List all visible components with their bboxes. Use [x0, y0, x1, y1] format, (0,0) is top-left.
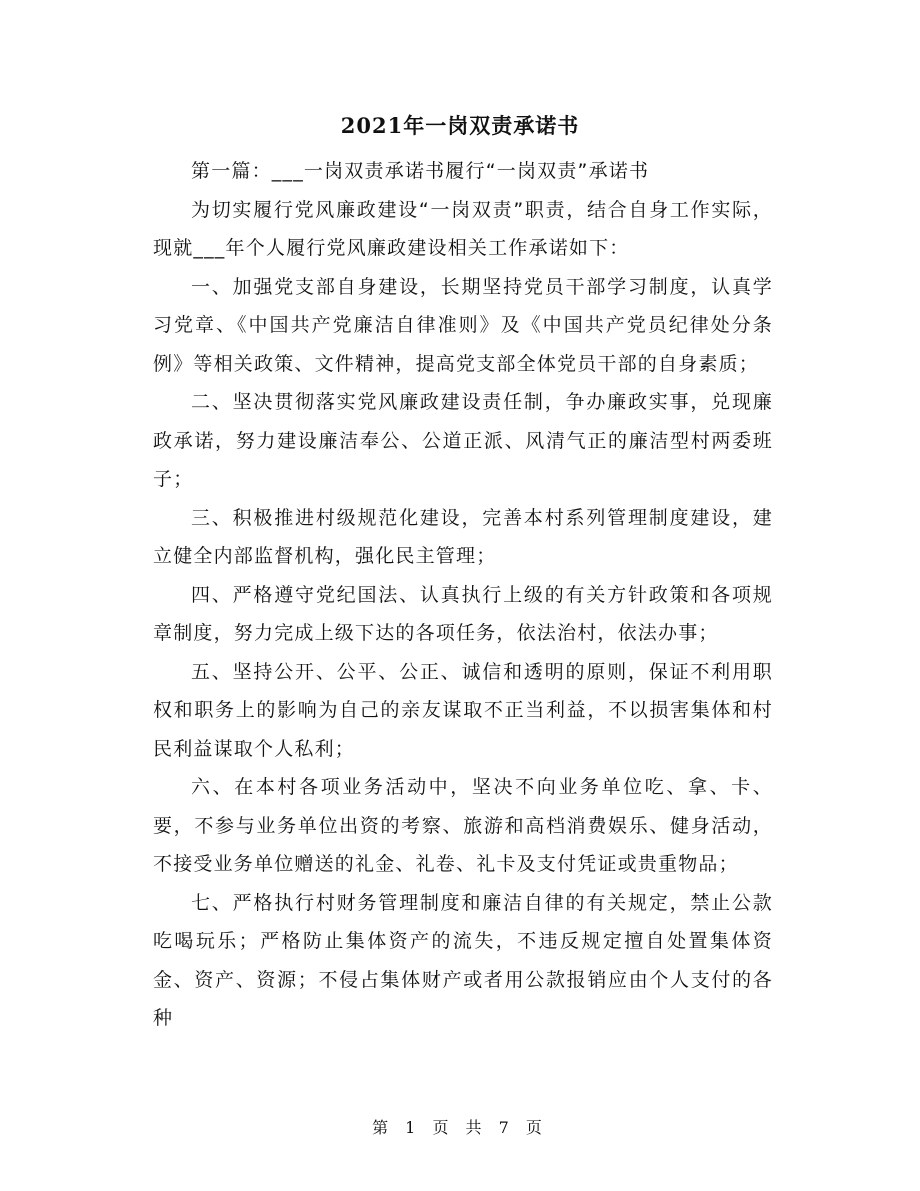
paragraph-item-7: 七、严格执行村财务管理制度和廉洁自律的有关规定，禁止公款吃喝玩乐；严格防止集体资产的流失，不违反规定擅自处置集体资金、资产、资源；不侵占集体财产或者用公款报销应由个人支付的各种	[153, 891, 773, 1029]
paragraph-item-2: 二、坚决贯彻落实党风廉政建设责任制，争办廉政实事，兑现廉政承诺，努力建设廉洁奉公、公道正派、风清气正的廉洁型村两委班子；	[153, 391, 773, 490]
page-number-footer: 第 1 页 共 7 页	[372, 1118, 548, 1137]
document-body	[153, 152, 773, 1038]
document-title: 2021年一岗双责承诺书	[340, 113, 580, 138]
paragraph-item-3: 三、积极推进村级规范化建设，完善本村系列管理制度建设，建立健全内部监督机构，强化民主管理；	[153, 506, 773, 567]
paragraph-intro-heading: 第一篇：___一岗双责承诺书履行“一岗双责”承诺书	[191, 160, 650, 182]
paragraph-item-5: 五、坚持公开、公平、公正、诚信和透明的原则，保证不利用职权和职务上的影响为自己的亲友谋取不正当利益，不以损害集体和村民利益谋取个人私利；	[153, 660, 773, 760]
paragraph-item-6: 六、在本村各项业务活动中，坚决不向业务单位吃、拿、卡、要，不参与业务单位出资的考察、旅游和高档消费娱乐、健身活动，不接受业务单位赠送的礼金、礼卷、礼卡及支付凭证或贵重物品；	[153, 776, 773, 875]
paragraph-item-4: 四、严格遵守党纪国法、认真执行上级的有关方针政策和各项规章制度，努力完成上级下达的各项任务，依法治村，依法办事；	[153, 583, 773, 644]
paragraph-item-1: 一、加强党支部自身建设，长期坚持党员干部学习制度，认真学习党章、《中国共产党廉洁自律准则》及《中国共产党员纪律处分条例》等相关政策、文件精神，提高党支部全体党员干部的自身素质；	[153, 275, 773, 375]
paragraph-preamble: 为切实履行党风廉政建设“一岗双责”职责，结合自身工作实际，现就___年个人履行党风廉政建设相关工作承诺如下：	[153, 198, 773, 259]
